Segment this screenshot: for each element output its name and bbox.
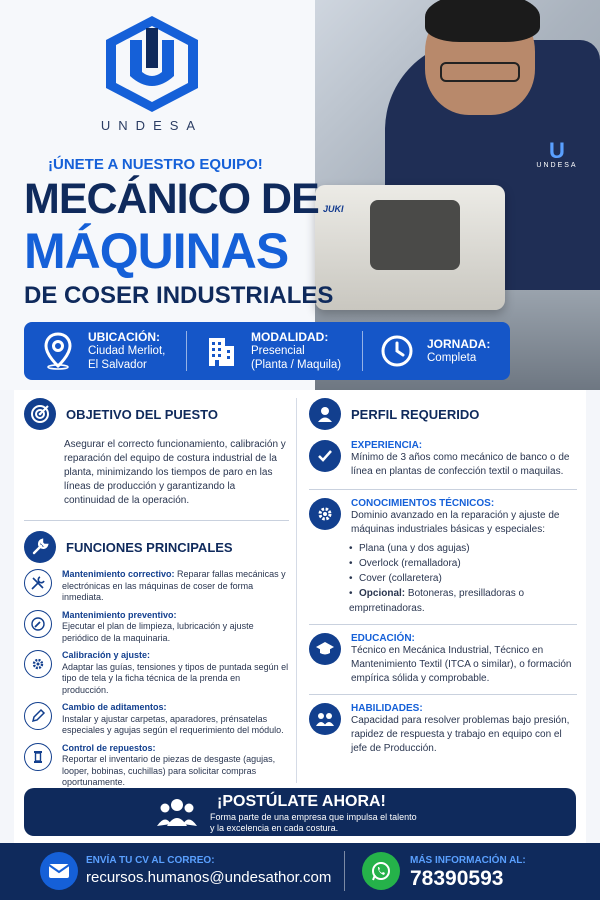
function-item	[24, 702, 289, 737]
building-icon	[201, 331, 241, 371]
photo-hair	[425, 0, 540, 42]
content-card	[14, 390, 586, 846]
photo-glasses	[440, 62, 520, 82]
info-location	[24, 322, 186, 380]
left-column	[24, 398, 289, 789]
info-bar	[24, 322, 510, 380]
phone-number[interactable]: 78390593	[410, 867, 504, 890]
info-modality	[187, 322, 362, 380]
brand-logo	[72, 14, 232, 133]
experience-item	[309, 440, 577, 479]
function-item	[24, 743, 289, 789]
column-divider	[296, 398, 297, 783]
phone-label: MÁS INFORMACIÓN AL:	[410, 855, 526, 866]
info-modality-label: MODALIDAD:	[251, 330, 329, 344]
hero-section	[0, 0, 600, 390]
experience-text: Mínimo de 3 años como mecánico de banco o de línea en plantas de confección textil o maquilas.	[351, 452, 570, 477]
bullet-item: • Overlock (remalladora)	[349, 558, 461, 569]
job-title-line3: DE COSER INDUSTRIALES	[24, 282, 334, 309]
function-item	[24, 650, 289, 696]
logo-mark-icon	[104, 14, 200, 114]
info-location-label: UBICACIÓN:	[88, 330, 160, 344]
objective-text: Asegurar el correcto funcionamiento, calibración y reparación del equipo de costura industrial de la planta, minimizando los tiempos de paro en las líneas de producción y garantizando la continuidad de la operación.	[64, 439, 286, 506]
functions-header	[24, 531, 289, 563]
section-divider	[309, 489, 577, 490]
experience-title: EXPERIENCIA:	[351, 440, 423, 451]
wrench-icon	[24, 531, 56, 563]
functions-title: FUNCIONES PRINCIPALES	[66, 539, 233, 555]
footer-divider	[344, 851, 345, 891]
tools-icon	[24, 569, 52, 597]
job-title-line1: MECÁNICO DE	[24, 175, 319, 223]
right-column	[309, 398, 577, 756]
technical-item	[309, 498, 577, 537]
photo-machine-label: JUKI	[323, 204, 344, 214]
skills-text: Capacidad para resolver problemas bajo presión, rapidez de respuesta y trabajo en equipo con el jefe de Producción.	[351, 715, 570, 754]
function-text: Cambio de aditamentos: Instalar y ajustar carpetas, aparadores, prénsatelas especiales y agujas según el requerimiento del módulo.	[62, 702, 284, 735]
location-pin-icon	[38, 331, 78, 371]
bullet-item-optional: • Opcional: Botoneras, presilladoras o emprretinadoras.	[349, 588, 525, 614]
photo-shirt-logo: U UNDESA	[536, 138, 578, 169]
bullet-item: • Cover (collaretera)	[349, 573, 442, 584]
function-text: Mantenimiento preventivo: Ejecutar el plan de limpieza, lubricación y ajuste periódico de la maquinaria.	[62, 609, 254, 643]
info-location-value2: El Salvador	[88, 359, 147, 371]
email-label: ENVÍA TU CV AL CORREO:	[86, 855, 215, 866]
technical-title: CONOCIMIENTOS TÉCNICOS:	[351, 498, 495, 509]
technical-bullets	[339, 541, 577, 616]
gears-icon	[309, 498, 341, 530]
education-text: Técnico en Mecánica Industrial, Técnico en Mantenimiento Textil (ITCA o similar), o formación empírica sólida y comprobable.	[351, 645, 572, 684]
team-icon	[309, 703, 341, 735]
graduation-cap-icon	[309, 633, 341, 665]
skills-title: HABILIDADES:	[351, 703, 423, 714]
photo-machine-mechanism	[370, 200, 460, 270]
function-text: Calibración y ajuste: Adaptar las guías, tensiones y tipos de puntada según el tipo de tela y la ficha técnica de la prenda en producción.	[62, 650, 289, 695]
whatsapp-icon	[362, 852, 400, 890]
user-icon	[309, 398, 341, 430]
function-item	[24, 569, 289, 604]
gear-icon	[24, 650, 52, 678]
section-divider	[309, 624, 577, 625]
target-icon	[24, 398, 56, 430]
apply-description: Forma parte de una empresa que impulsa el talento y la excelencia en cada costura.	[210, 812, 417, 833]
apply-banner[interactable]	[24, 788, 576, 836]
profile-header	[309, 398, 577, 430]
check-circle-icon	[309, 440, 341, 472]
tagline: ¡ÚNETE A NUESTRO EQUIPO!	[48, 156, 263, 173]
email-link[interactable]: recursos.humanos@undesathor.com	[86, 869, 332, 886]
objective-header	[24, 398, 289, 430]
apply-title: ¡POSTÚLATE AHORA!	[217, 793, 386, 810]
function-text: Control de repuestos: Reportar el inventario de piezas de desgaste (agujas, looper, bobinas, cuchillas) para solicitar compras oportunamente.	[62, 742, 276, 787]
brand-name: UNDESA	[100, 118, 204, 133]
clock-icon	[377, 331, 417, 371]
technical-text: Dominio avanzado en la reparación y ajuste de máquinas industriales básicas y especiales:	[351, 510, 560, 535]
education-title: EDUCACIÓN:	[351, 633, 415, 644]
job-title-line2: MÁQUINAS	[24, 223, 289, 279]
pencil-icon	[24, 702, 52, 730]
objective-title: OBJETIVO DEL PUESTO	[66, 406, 218, 422]
wrench-cycle-icon	[24, 610, 52, 638]
section-divider	[24, 520, 289, 521]
education-item	[309, 633, 577, 686]
info-modality-value2: (Planta / Maquila)	[251, 359, 342, 371]
info-schedule-label: JORNADA:	[427, 337, 491, 351]
profile-title: PERFIL REQUERIDO	[351, 406, 480, 422]
info-schedule-value: Completa	[427, 352, 477, 364]
skills-item	[309, 703, 577, 756]
mail-icon	[40, 852, 78, 890]
contact-footer	[0, 843, 600, 900]
spool-icon	[24, 743, 52, 771]
function-text: Mantenimiento correctivo: Reparar fallas mecánicas y electrónicas en las máquinas de coser de forma inmediata.	[62, 569, 286, 602]
info-modality-value1: Presencial	[251, 345, 305, 357]
info-location-value1: Ciudad Merliot,	[88, 345, 166, 357]
bullet-item: • Plana (una y dos agujas)	[349, 543, 470, 554]
group-icon	[156, 796, 198, 833]
section-divider	[309, 694, 577, 695]
function-item	[24, 610, 289, 645]
info-schedule	[363, 322, 510, 380]
